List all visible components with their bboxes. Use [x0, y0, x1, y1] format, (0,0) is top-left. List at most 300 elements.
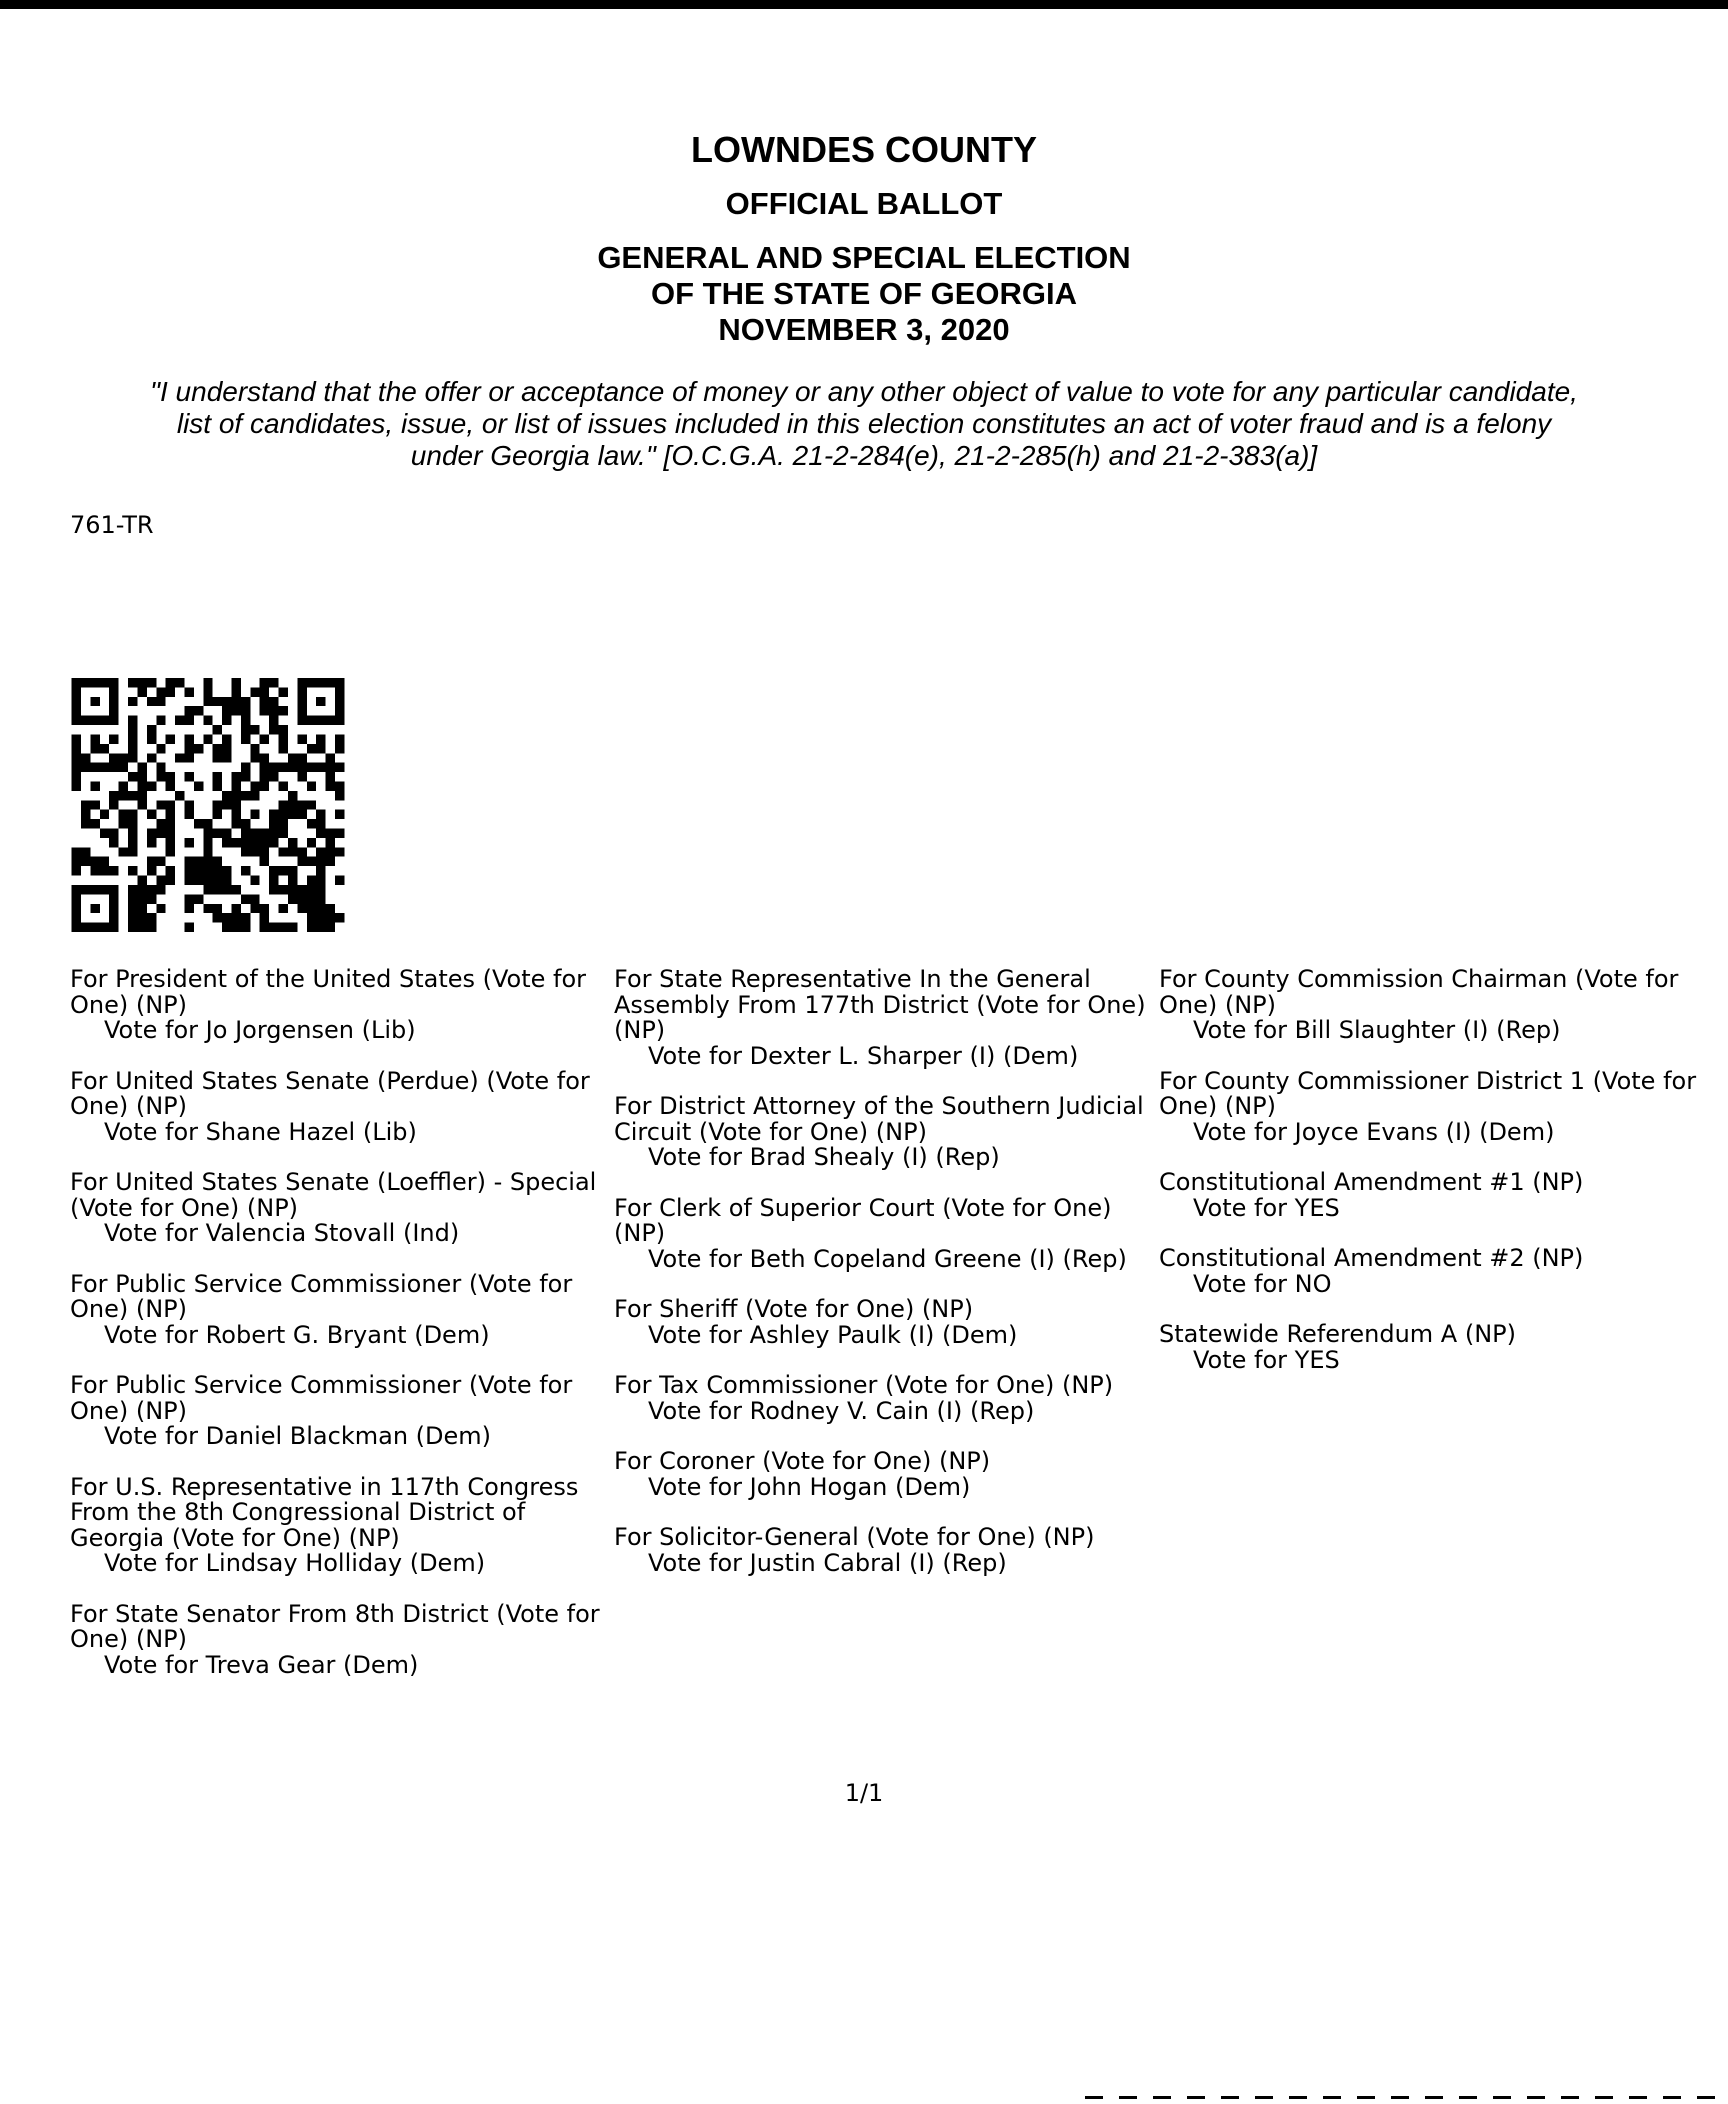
- qr-module: [326, 763, 335, 772]
- contest-state-senator: [70, 1599, 610, 1679]
- contest-title: For Solicitor-General (Vote for One) (NP): [614, 1523, 1095, 1551]
- qr-module: [288, 838, 297, 847]
- qr-module: [279, 810, 288, 819]
- qr-module: [222, 913, 231, 922]
- selected-choice: Vote for Justin Cabral (I) (Rep): [648, 1548, 1007, 1577]
- qr-module: [109, 800, 118, 809]
- oath-line-3: under Georgia law." [O.C.G.A. 21-2-284(e), 21-2-285(h) and 21-2-383(a)]: [410, 440, 1318, 471]
- qr-module: [90, 781, 99, 790]
- qr-module: [203, 819, 212, 828]
- qr-finder-bottom-left: [72, 885, 119, 932]
- qr-module: [241, 838, 250, 847]
- qr-module: [128, 894, 137, 903]
- election-title-line-1: GENERAL AND SPECIAL ELECTION: [597, 240, 1131, 275]
- qr-module: [81, 800, 90, 809]
- qr-module: [156, 885, 165, 894]
- qr-module: [250, 876, 259, 885]
- qr-finder-top-left: [72, 678, 119, 725]
- qr-module: [279, 763, 288, 772]
- selected-choice: Vote for Valencia Stovall (Ind): [104, 1219, 460, 1247]
- qr-module: [156, 857, 165, 866]
- qr-module: [128, 847, 137, 856]
- qr-module: [288, 800, 297, 809]
- qr-module: [184, 810, 193, 819]
- qr-module: [222, 734, 231, 743]
- ballot-header: [0, 128, 1728, 348]
- qr-module: [279, 744, 288, 753]
- qr-module: [128, 716, 137, 725]
- qr-module: [128, 904, 137, 913]
- qr-module: [241, 725, 250, 734]
- qr-module: [81, 847, 90, 856]
- qr-module: [250, 725, 259, 734]
- qr-module: [307, 904, 316, 913]
- qr-module: [100, 866, 109, 875]
- qr-module: [213, 744, 222, 753]
- contest-title: For Public Service Commissioner (Vote for One) (NP): [70, 1371, 573, 1425]
- qr-module: [297, 810, 306, 819]
- qr-module: [213, 781, 222, 790]
- qr-module: [307, 800, 316, 809]
- qr-module: [222, 716, 231, 725]
- qr-module: [137, 913, 146, 922]
- qr-module: [156, 697, 165, 706]
- qr-module: [307, 781, 316, 790]
- bottom-scan-marks: [1085, 2096, 1728, 2099]
- qr-module: [222, 876, 231, 885]
- qr-module: [222, 885, 231, 894]
- qr-module: [72, 763, 81, 772]
- selected-choice: Vote for Lindsay Holliday (Dem): [104, 1549, 486, 1577]
- qr-module: [297, 800, 306, 809]
- qr-module: [184, 734, 193, 743]
- qr-module: [156, 819, 165, 828]
- qr-module: [250, 687, 259, 696]
- qr-module: [128, 753, 137, 762]
- qr-module: [90, 744, 99, 753]
- qr-module: [232, 904, 241, 913]
- qr-module: [137, 687, 146, 696]
- qr-module: [326, 838, 335, 847]
- selected-choice: Vote for Shane Hazel (Lib): [104, 1117, 417, 1146]
- qr-module: [156, 716, 165, 725]
- qr-module: [166, 847, 175, 856]
- qr-module: [269, 725, 278, 734]
- qr-module: [307, 913, 316, 922]
- qr-module: [316, 866, 325, 875]
- qr-module: [326, 913, 335, 922]
- qr-module: [203, 716, 212, 725]
- qr-module: [250, 744, 259, 753]
- qr-module: [250, 810, 259, 819]
- qr-module: [156, 904, 165, 913]
- qr-module: [288, 894, 297, 903]
- qr-module: [288, 847, 297, 856]
- qr-module: [109, 734, 118, 743]
- oath-line-1: "I understand that the offer or acceptance of money or any other object of value to vote for any particular candidate,: [150, 376, 1578, 407]
- qr-module: [119, 847, 128, 856]
- qr-module: [166, 678, 175, 687]
- qr-module: [184, 894, 193, 903]
- qr-module: [109, 753, 118, 762]
- qr-module: [335, 829, 344, 838]
- qr-module: [203, 687, 212, 696]
- qr-module: [147, 810, 156, 819]
- qr-module: [326, 904, 335, 913]
- qr-module: [147, 838, 156, 847]
- qr-module: [316, 847, 325, 856]
- contest-county-commissioner-district-1: [1159, 1066, 1699, 1146]
- selected-choice: Vote for YES: [1193, 1345, 1340, 1374]
- qr-module: [260, 772, 269, 781]
- selected-choice: Vote for YES: [1193, 1193, 1340, 1222]
- contest-sheriff: [614, 1297, 1154, 1348]
- qr-module: [335, 763, 344, 772]
- qr-module: [260, 829, 269, 838]
- qr-module: [241, 697, 250, 706]
- contest-clerk-of-superior-court: [614, 1193, 1154, 1273]
- qr-module: [213, 697, 222, 706]
- qr-module: [316, 734, 325, 743]
- qr-module: [335, 734, 344, 743]
- qr-module: [147, 753, 156, 762]
- qr-module: [119, 753, 128, 762]
- contest-title: For President of the United States (Vote for One) (NP): [70, 965, 587, 1019]
- selected-choice: Vote for Daniel Blackman (Dem): [104, 1422, 492, 1450]
- qr-module: [213, 904, 222, 913]
- qr-module: [222, 923, 231, 932]
- qr-module: [72, 753, 81, 762]
- qr-module: [232, 800, 241, 809]
- qr-module: [90, 734, 99, 743]
- qr-module: [288, 810, 297, 819]
- qr-module: [260, 838, 269, 847]
- qr-module: [137, 781, 146, 790]
- qr-module: [307, 838, 316, 847]
- constitutional-amendment-1: [1159, 1170, 1699, 1221]
- voter-fraud-statement: [40, 376, 1688, 472]
- constitutional-amendment-2: [1159, 1246, 1699, 1297]
- qr-module: [128, 866, 137, 875]
- qr-module: [307, 819, 316, 828]
- qr-module: [326, 781, 335, 790]
- qr-module: [184, 876, 193, 885]
- qr-module: [316, 763, 325, 772]
- qr-module: [128, 678, 137, 687]
- qr-module: [288, 753, 297, 762]
- contest-us-representative: [70, 1472, 610, 1577]
- qr-module: [128, 772, 137, 781]
- qr-module: [109, 866, 118, 875]
- contest-column-1: [70, 967, 610, 1703]
- qr-module: [335, 847, 344, 856]
- contest-title: Constitutional Amendment #2 (NP): [1159, 1244, 1584, 1272]
- contest-title: For Sheriff (Vote for One) (NP): [614, 1295, 974, 1323]
- contest-title: For United States Senate (Perdue) (Vote for One) (NP): [70, 1066, 590, 1120]
- qr-module: [241, 772, 250, 781]
- qr-module: [184, 753, 193, 762]
- qr-module: [269, 706, 278, 715]
- qr-module: [232, 913, 241, 922]
- qr-module: [288, 876, 297, 885]
- qr-module: [335, 913, 344, 922]
- qr-module: [137, 791, 146, 800]
- qr-module: [90, 857, 99, 866]
- qr-module: [241, 734, 250, 743]
- qr-module: [269, 923, 278, 932]
- selected-choice: Vote for Treva Gear (Dem): [104, 1650, 419, 1679]
- qr-module: [297, 753, 306, 762]
- qr-module: [335, 744, 344, 753]
- contest-title: For District Attorney of the Southern Judicial Circuit (Vote for One) (NP): [614, 1092, 1144, 1146]
- qr-module: [269, 876, 278, 885]
- qr-module: [260, 697, 269, 706]
- qr-module: [335, 791, 344, 800]
- qr-module: [335, 876, 344, 885]
- qr-module: [250, 894, 259, 903]
- qr-module: [326, 829, 335, 838]
- qr-module: [175, 716, 184, 725]
- contest-title: For State Senator From 8th District (Vote for One) (NP): [70, 1599, 600, 1653]
- qr-module: [213, 913, 222, 922]
- qr-module: [279, 847, 288, 856]
- qr-module: [279, 781, 288, 790]
- qr-module: [128, 923, 137, 932]
- qr-module: [203, 838, 212, 847]
- qr-module: [166, 800, 175, 809]
- qr-module: [307, 744, 316, 753]
- qr-module: [100, 744, 109, 753]
- qr-module: [147, 734, 156, 743]
- qr-module: [297, 904, 306, 913]
- contest-coroner: [614, 1449, 1154, 1500]
- qr-finder-top-right: [297, 678, 344, 725]
- qr-module: [241, 819, 250, 828]
- qr-module: [232, 923, 241, 932]
- qr-module: [203, 829, 212, 838]
- qr-module: [175, 753, 184, 762]
- qr-module: [128, 913, 137, 922]
- qr-module: [297, 734, 306, 743]
- qr-module: [269, 697, 278, 706]
- qr-module: [147, 697, 156, 706]
- contest-title: For Coroner (Vote for One) (NP): [614, 1447, 991, 1475]
- qr-module: [316, 923, 325, 932]
- qr-module: [137, 923, 146, 932]
- contest-county-commission-chairman: [1159, 967, 1699, 1044]
- contest-tax-commissioner: [614, 1373, 1154, 1424]
- qr-module: [119, 781, 128, 790]
- qr-module: [156, 687, 165, 696]
- qr-module: [156, 876, 165, 885]
- qr-module: [147, 781, 156, 790]
- statewide-referendum-a: [1159, 1322, 1699, 1373]
- contest-us-senate-loeffler: [70, 1170, 610, 1247]
- qr-module: [279, 904, 288, 913]
- qr-module: [260, 923, 269, 932]
- selected-choice: Vote for John Hogan (Dem): [648, 1472, 971, 1501]
- qr-module: [335, 781, 344, 790]
- qr-module: [213, 885, 222, 894]
- qr-module: [232, 697, 241, 706]
- qr-module: [166, 829, 175, 838]
- selected-choice: Vote for Rodney V. Cain (I) (Rep): [648, 1396, 1035, 1425]
- qr-module: [119, 819, 128, 828]
- top-border-rule: [0, 0, 1728, 9]
- qr-module: [213, 800, 222, 809]
- qr-module: [307, 923, 316, 932]
- contest-column-3: [1159, 967, 1699, 1398]
- qr-module: [156, 772, 165, 781]
- qr-module: [250, 904, 259, 913]
- qr-module: [307, 885, 316, 894]
- contest-district-attorney: [614, 1094, 1154, 1171]
- oath-line-2: list of candidates, issue, or list of issues included in this election constitutes an act of voter fraud and is a felony: [176, 408, 1552, 439]
- contest-president: [70, 967, 610, 1044]
- qr-module: [279, 819, 288, 828]
- qr-module: [260, 904, 269, 913]
- qr-module: [297, 763, 306, 772]
- contest-title: For Clerk of Superior Court (Vote for One) (NP): [614, 1193, 1112, 1247]
- qr-module: [184, 687, 193, 696]
- qr-module: [166, 838, 175, 847]
- contest-public-service-commissioner-1: [70, 1269, 610, 1349]
- qr-module: [307, 857, 316, 866]
- qr-module: [297, 857, 306, 866]
- qr-module: [109, 791, 118, 800]
- qr-module: [316, 744, 325, 753]
- qr-module: [184, 923, 193, 932]
- qr-module: [250, 753, 259, 762]
- contest-title: For County Commission Chairman (Vote for One) (NP): [1159, 965, 1679, 1019]
- qr-module: [326, 847, 335, 856]
- qr-module: [72, 847, 81, 856]
- qr-module: [326, 857, 335, 866]
- qr-module: [307, 763, 316, 772]
- qr-module: [316, 857, 325, 866]
- qr-module: [81, 763, 90, 772]
- qr-module: [232, 678, 241, 687]
- qr-module: [222, 829, 231, 838]
- qr-module: [307, 894, 316, 903]
- qr-module: [119, 763, 128, 772]
- qr-module: [241, 847, 250, 856]
- qr-module: [269, 772, 278, 781]
- qr-module: [250, 838, 259, 847]
- qr-module: [222, 866, 231, 875]
- qr-module: [137, 678, 146, 687]
- selected-choice: Vote for Jo Jorgensen (Lib): [104, 1016, 416, 1044]
- qr-module: [184, 857, 193, 866]
- qr-module: [100, 829, 109, 838]
- contest-column-2: [614, 967, 1154, 1601]
- qr-module: [72, 734, 81, 743]
- qr-module: [72, 744, 81, 753]
- page-number: 1/1: [844, 1779, 884, 1807]
- qr-module: [166, 876, 175, 885]
- qr-module: [260, 913, 269, 922]
- qr-module: [213, 725, 222, 734]
- qr-module: [203, 876, 212, 885]
- qr-module: [232, 706, 241, 715]
- qr-module: [203, 885, 212, 894]
- qr-module: [147, 894, 156, 903]
- qr-module: [260, 706, 269, 715]
- qr-module: [81, 810, 90, 819]
- qr-module: [184, 838, 193, 847]
- qr-module: [222, 744, 231, 753]
- qr-module: [128, 697, 137, 706]
- qr-module: [279, 866, 288, 875]
- qr-module: [90, 866, 99, 875]
- qr-module: [203, 866, 212, 875]
- qr-module: [128, 829, 137, 838]
- qr-module: [222, 697, 231, 706]
- qr-module: [137, 885, 146, 894]
- qr-module: [241, 866, 250, 875]
- qr-module: [137, 763, 146, 772]
- qr-module: [184, 716, 193, 725]
- qr-module: [109, 829, 118, 838]
- qr-module: [81, 819, 90, 828]
- qr-module: [241, 923, 250, 932]
- qr-module: [128, 810, 137, 819]
- qr-code-icon: [70, 678, 346, 932]
- selected-choice: Vote for Dexter L. Sharper (I) (Dem): [648, 1041, 1079, 1070]
- qr-module: [81, 857, 90, 866]
- qr-module: [166, 819, 175, 828]
- qr-module: [232, 810, 241, 819]
- qr-module: [137, 800, 146, 809]
- contest-solicitor-general: [614, 1525, 1154, 1576]
- qr-module: [335, 810, 344, 819]
- qr-module: [279, 800, 288, 809]
- qr-module: [203, 678, 212, 687]
- contest-public-service-commissioner-2: [70, 1373, 610, 1450]
- qr-module: [279, 734, 288, 743]
- selected-choice: Vote for Bill Slaughter (I) (Rep): [1193, 1016, 1561, 1044]
- qr-module: [128, 838, 137, 847]
- qr-module: [307, 876, 316, 885]
- qr-module: [147, 678, 156, 687]
- qr-module: [184, 904, 193, 913]
- contest-title: Constitutional Amendment #1 (NP): [1159, 1168, 1584, 1196]
- election-date: NOVEMBER 3, 2020: [718, 312, 1010, 347]
- qr-module: [166, 734, 175, 743]
- qr-module: [175, 791, 184, 800]
- contest-state-representative: [614, 967, 1154, 1069]
- qr-module: [90, 800, 99, 809]
- qr-module: [194, 706, 203, 715]
- qr-module: [100, 857, 109, 866]
- qr-module: [260, 781, 269, 790]
- qr-module: [213, 829, 222, 838]
- qr-module: [250, 791, 259, 800]
- qr-module: [137, 876, 146, 885]
- qr-module: [288, 763, 297, 772]
- contest-title: For County Commissioner District 1 (Vote for One) (NP): [1159, 1066, 1697, 1120]
- qr-module: [241, 894, 250, 903]
- qr-module: [279, 687, 288, 696]
- qr-module: [269, 838, 278, 847]
- qr-module: [326, 753, 335, 762]
- selected-choice: Vote for Ashley Paulk (I) (Dem): [648, 1320, 1018, 1349]
- qr-module: [222, 838, 231, 847]
- qr-module: [184, 800, 193, 809]
- qr-module: [166, 772, 175, 781]
- selected-choice: Vote for Robert G. Bryant (Dem): [104, 1320, 490, 1349]
- qr-module: [166, 810, 175, 819]
